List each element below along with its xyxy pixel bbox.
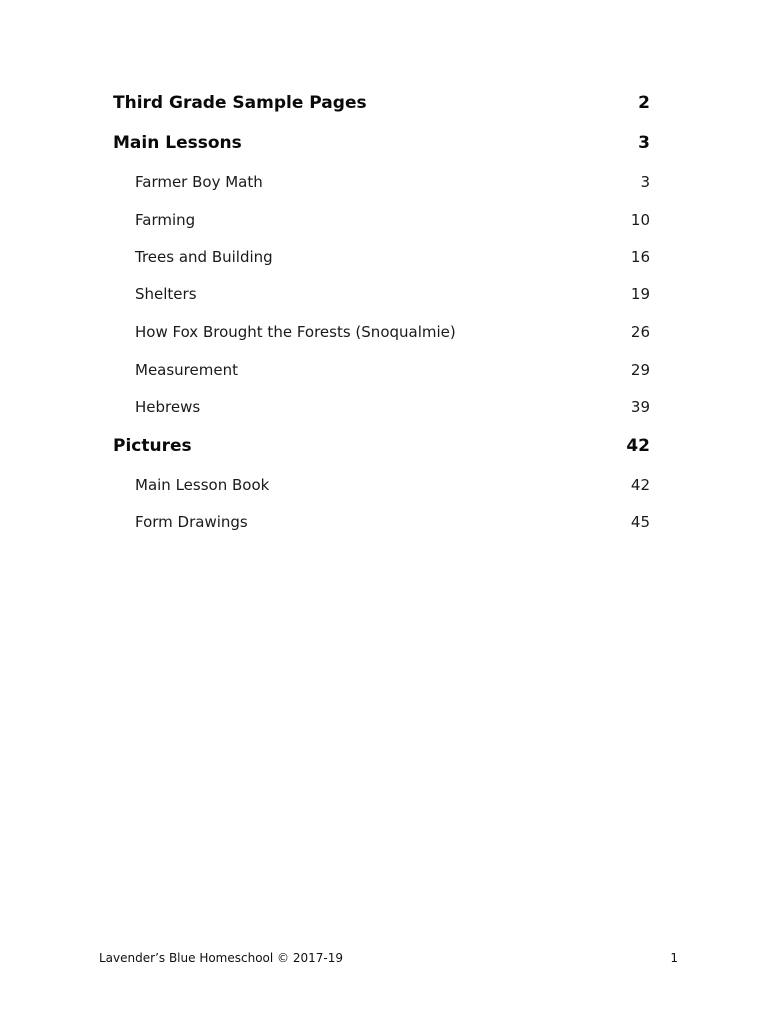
toc-entry-title: Form Drawings <box>135 513 248 531</box>
toc-entry-page: 29 <box>630 361 650 379</box>
toc-entry-page: 26 <box>630 323 650 341</box>
toc-entry-form-drawings[interactable] <box>113 513 650 531</box>
toc-entry-main-lessons[interactable] <box>113 133 650 153</box>
toc-entry-main-lesson-book[interactable] <box>113 476 650 494</box>
toc-entry-title: Farming <box>135 211 196 229</box>
page-footer <box>99 951 678 965</box>
toc-entry-page: 3 <box>638 133 650 153</box>
toc-entry-title: Hebrews <box>135 398 201 416</box>
toc-entry-page: 2 <box>638 93 650 113</box>
toc-entry-page: 45 <box>630 513 650 531</box>
toc-entry-page: 42 <box>626 436 650 456</box>
toc-entry-title: Trees and Building <box>135 248 273 266</box>
toc-entry-title: Third Grade Sample Pages <box>113 93 367 113</box>
footer-copyright: Lavender’s Blue Homeschool © 2017-19 <box>99 951 343 965</box>
toc-entry-page: 16 <box>630 248 650 266</box>
toc-entry-third-grade-sample-pages[interactable] <box>113 93 650 113</box>
toc-entry-title: Measurement <box>135 361 238 379</box>
toc-entry-title: How Fox Brought the Forests (Snoqualmie) <box>135 323 456 341</box>
toc-entry-page: 42 <box>630 476 650 494</box>
toc-entry-page: 3 <box>640 173 650 191</box>
toc-entry-page: 19 <box>630 285 650 303</box>
toc-entry-farmer-boy-math[interactable] <box>113 173 650 191</box>
toc-entry-title: Farmer Boy Math <box>135 173 263 191</box>
toc-entry-measurement[interactable] <box>113 361 650 379</box>
toc-entry-shelters[interactable] <box>113 285 650 303</box>
footer-page-number: 1 <box>670 951 678 965</box>
toc-entry-trees-and-building[interactable] <box>113 248 650 266</box>
toc-entry-title: Pictures <box>113 436 192 456</box>
toc-entry-title: Main Lessons <box>113 133 242 153</box>
toc-entry-farming[interactable] <box>113 211 650 229</box>
toc-entry-page: 39 <box>630 398 650 416</box>
toc-entry-hebrews[interactable] <box>113 398 650 416</box>
toc-entry-title: Shelters <box>135 285 197 303</box>
toc-entry-pictures[interactable] <box>113 436 650 456</box>
toc-entry-how-fox-brought-the-forests[interactable] <box>113 323 650 341</box>
toc-entry-page: 10 <box>630 211 650 229</box>
toc-entry-title: Main Lesson Book <box>135 476 270 494</box>
